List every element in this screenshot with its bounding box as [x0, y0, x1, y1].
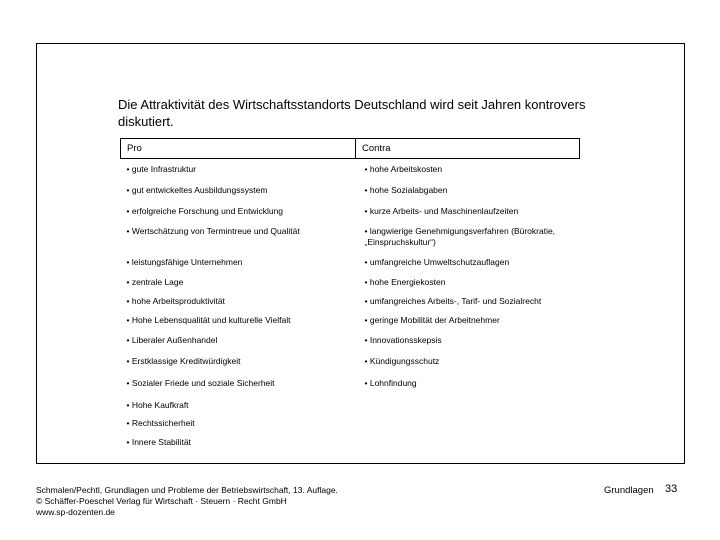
table-row: [121, 277, 580, 296]
pro-cell: • gute Infrastruktur: [126, 164, 197, 174]
page-number: 33: [665, 483, 678, 495]
table-row: [121, 437, 580, 451]
contra-cell: • hohe Energiekosten: [364, 276, 446, 287]
contra-cell: • umfangreiche Umweltschutzauflagen: [364, 256, 510, 267]
table-row: [121, 159, 580, 185]
pro-cell: • leistungsfähige Unternehmen: [126, 256, 243, 267]
contra-cell: [356, 418, 580, 437]
table-row: [121, 400, 580, 418]
footer-line: www.sp-dozenten.de: [36, 507, 115, 517]
contra-cell: • geringe Mobilität der Arbeitnehmer: [364, 314, 500, 325]
contra-cell: [356, 400, 580, 418]
pro-cell: • Liberaler Außenhandel: [126, 334, 218, 345]
pro-contra-table: [120, 138, 580, 451]
pro-cell: • Rechtssicherheit: [126, 417, 195, 428]
contra-cell: • langwierige Genehmigungsverfahren (Bürokratie, „Einspruchskultur“): [364, 225, 556, 247]
section-label: Grundlagen: [604, 485, 654, 496]
header-contra: Contra: [356, 139, 580, 159]
contra-cell: • hohe Sozialabgaben: [364, 184, 448, 195]
table-row: [121, 206, 580, 226]
pro-cell: • Wertschätzung von Termintreue und Qualität: [126, 225, 300, 236]
contra-cell: • Kündigungsschutz: [364, 355, 440, 366]
contra-cell: • umfangreiches Arbeits-, Tarif- und Sozialrecht: [364, 295, 542, 306]
table-row: [121, 257, 580, 277]
contra-cell: • hohe Arbeitskosten: [364, 164, 443, 174]
footer-line: © Schäffer-Poeschel Verlag für Wirtschaft · Steuern · Recht GmbH: [36, 496, 287, 506]
footer-citation: [36, 485, 338, 518]
pro-cell: • Sozialer Friede und soziale Sicherheit: [126, 377, 275, 388]
pro-cell: • hohe Arbeitsproduktivität: [126, 295, 225, 306]
pro-cell: • zentrale Lage: [126, 276, 184, 287]
table-row: [121, 226, 580, 257]
table-row: [121, 296, 580, 315]
table-row: [121, 315, 580, 335]
contra-cell: • Lohnfindung: [364, 377, 417, 388]
pro-cell: • Erstklassige Kreditwürdigkeit: [126, 355, 241, 366]
pro-cell: • Innere Stabilität: [126, 436, 191, 447]
table-row: [121, 378, 580, 400]
contra-cell: • kurze Arbeits- und Maschinenlaufzeiten: [364, 205, 519, 216]
table-row: [121, 335, 580, 356]
pro-cell: • gut entwickeltes Ausbildungssystem: [126, 184, 268, 195]
header-pro: Pro: [121, 139, 356, 159]
table-row: [121, 418, 580, 437]
pro-cell: • erfolgreiche Forschung und Entwicklung: [126, 205, 284, 216]
pro-cell: • Hohe Lebensqualität und kulturelle Vielfalt: [126, 314, 291, 325]
table-row: [121, 356, 580, 378]
table-row: [121, 185, 580, 206]
footer-line: Schmalen/Pechtl, Grundlagen und Probleme der Betriebswirtschaft, 13. Auflage.: [36, 485, 338, 495]
contra-cell: [356, 437, 580, 451]
table-header-row: [121, 139, 580, 159]
contra-cell: • Innovationsskepsis: [364, 334, 442, 345]
intro-text: Die Attraktivität des Wirtschaftsstandorts Deutschland wird seit Jahren kontrovers diskutiert.: [118, 97, 586, 129]
pro-cell: • Hohe Kaufkraft: [126, 399, 189, 410]
